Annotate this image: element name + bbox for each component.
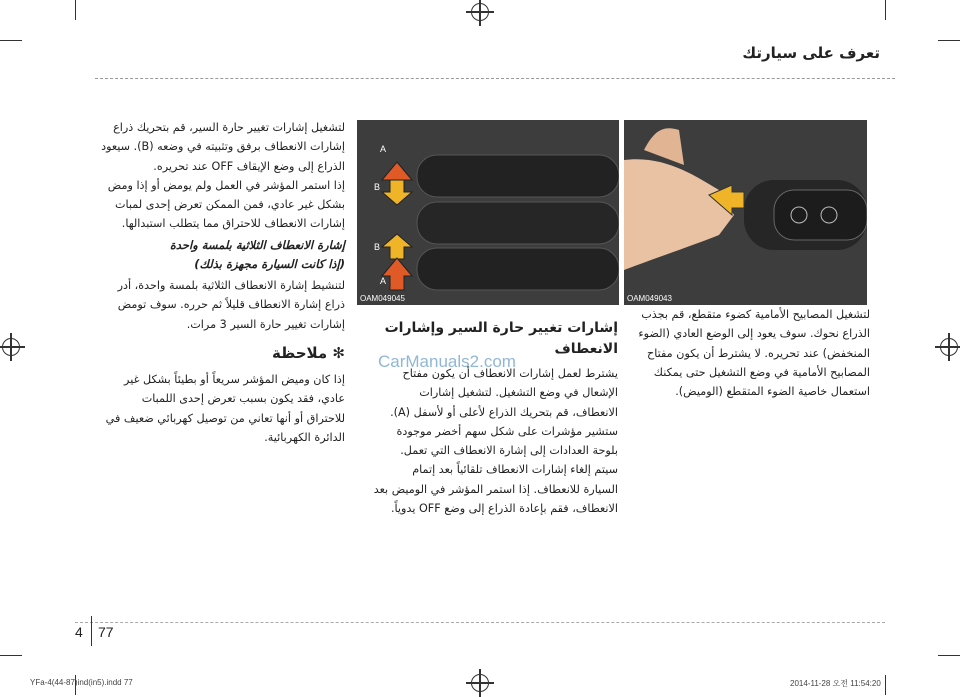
paragraph-turn-signal-operation: يشترط لعمل إشارات الانعطاف أن يكون مفتاح الإشعال في وضع التشغيل. لتشغيل إشارات الانعطاف، قم بتحريك الذراع لأعلى أو لأسفل (A). ستشير مؤشرات على شكل سهم أخضر موجودة بلوحة العدادات إلى إشارة الانعطاف التي تعمل. سيتم إلغاء إشارات الانعطاف تلقائياً بعد إتمام السيارة للانعطاف. إذا استمر المؤشر في الوميض بعد الانعطاف، فقم بإعادة الذراع إلى وضع OFF يدوياً.	[373, 367, 618, 516]
label-b-top: B	[374, 182, 381, 192]
header-rule	[95, 78, 895, 80]
heading-turn-signals: إشارات تغيير حارة السير وإشارات الانعطاف	[384, 320, 618, 357]
crop-mark	[75, 0, 76, 20]
subheading-one-touch: إشارة الانعطاف الثلاثية بلمسة واحدة (إذا كانت السيارة مجهزة بذلك)	[169, 238, 345, 271]
registration-mark-icon	[2, 338, 20, 356]
paragraph-flash-to-pass: لتشغيل المصابيح الأمامية كضوء متقطع، قم بجذب الذراع نحوك. سوف يعود إلى الوضع العادي (الضوء المنخفض) عند تحريره. لا يشترط أن يكون مفتاح المصابيح الأمامية في وضع التشغيل حتى يمكنك استعمال خاصية الضوء المتقطع (الوميض).	[638, 308, 870, 399]
crop-mark	[0, 655, 22, 656]
crop-mark	[938, 40, 960, 41]
registration-mark-icon	[471, 3, 489, 21]
footer-file-name: YFa-4(44-87)ind(in5).indd 77	[30, 678, 133, 687]
stalk-illustration	[624, 120, 867, 305]
registration-mark-icon	[471, 674, 489, 692]
label-a-top: A	[380, 144, 387, 154]
label-a-bottom: A	[380, 276, 387, 286]
section-title: تعرف على سيارتك	[742, 44, 880, 62]
note-title-text: ملاحظة	[271, 344, 328, 362]
watermark: CarManuals2.com	[378, 352, 516, 371]
figure-caption: OAM049043	[627, 294, 672, 303]
footer-timestamp: 2014-11-28 오전 11:54:20	[790, 679, 881, 688]
page-number-rule	[75, 622, 885, 624]
chapter-number: 4	[75, 624, 83, 640]
paragraph-lane-change: لتشغيل إشارات تغيير حارة السير، قم بتحريك ذراع إشارات الانعطاف برفق وتثبيته في وضعه (B). سيعود الذراع إلى وضع الإيقاف OFF عند تحريره. إذا استمر المؤشر في العمل ولم يومض أو إذا ومض بشكل غير عادي، فمن الممكن تعرض إحدى لمبات إشارات الانعطاف للاحتراق مما يتطلب استبدالها.	[101, 121, 345, 231]
crop-mark	[885, 0, 886, 20]
page-number: 77	[98, 624, 114, 640]
figure-turn-signal	[357, 120, 619, 305]
figure-light-switch-flash	[624, 120, 867, 305]
registration-mark-icon	[940, 338, 958, 356]
note-asterisk-icon: ✻	[332, 344, 345, 362]
label-b-bottom: B	[374, 242, 381, 252]
paragraph-one-touch: لتنشيط إشارة الانعطاف الثلاثية بلمسة واحدة، أدر ذراع إشارة الانعطاف قليلاً ثم حرره. سوف تومض إشارات تغيير حارة السير 3 مرات.	[117, 279, 345, 331]
crop-mark	[938, 655, 960, 656]
page-number-divider	[91, 616, 92, 646]
note-title	[95, 344, 345, 362]
figure-caption: OAM049045	[360, 294, 405, 303]
paragraph-note: إذا كان وميض المؤشر سريعاً أو بطيئاً بشكل غير عادي، فقد يكون بسبب تعرض إحدى اللمبات للاحتراق أو أنها تعاني من توصيل كهربائي ضعيف في الدائرة الكهربائية.	[105, 373, 345, 444]
crop-mark	[0, 40, 22, 41]
crop-mark	[885, 675, 886, 695]
turn-signal-illustration	[357, 120, 619, 305]
